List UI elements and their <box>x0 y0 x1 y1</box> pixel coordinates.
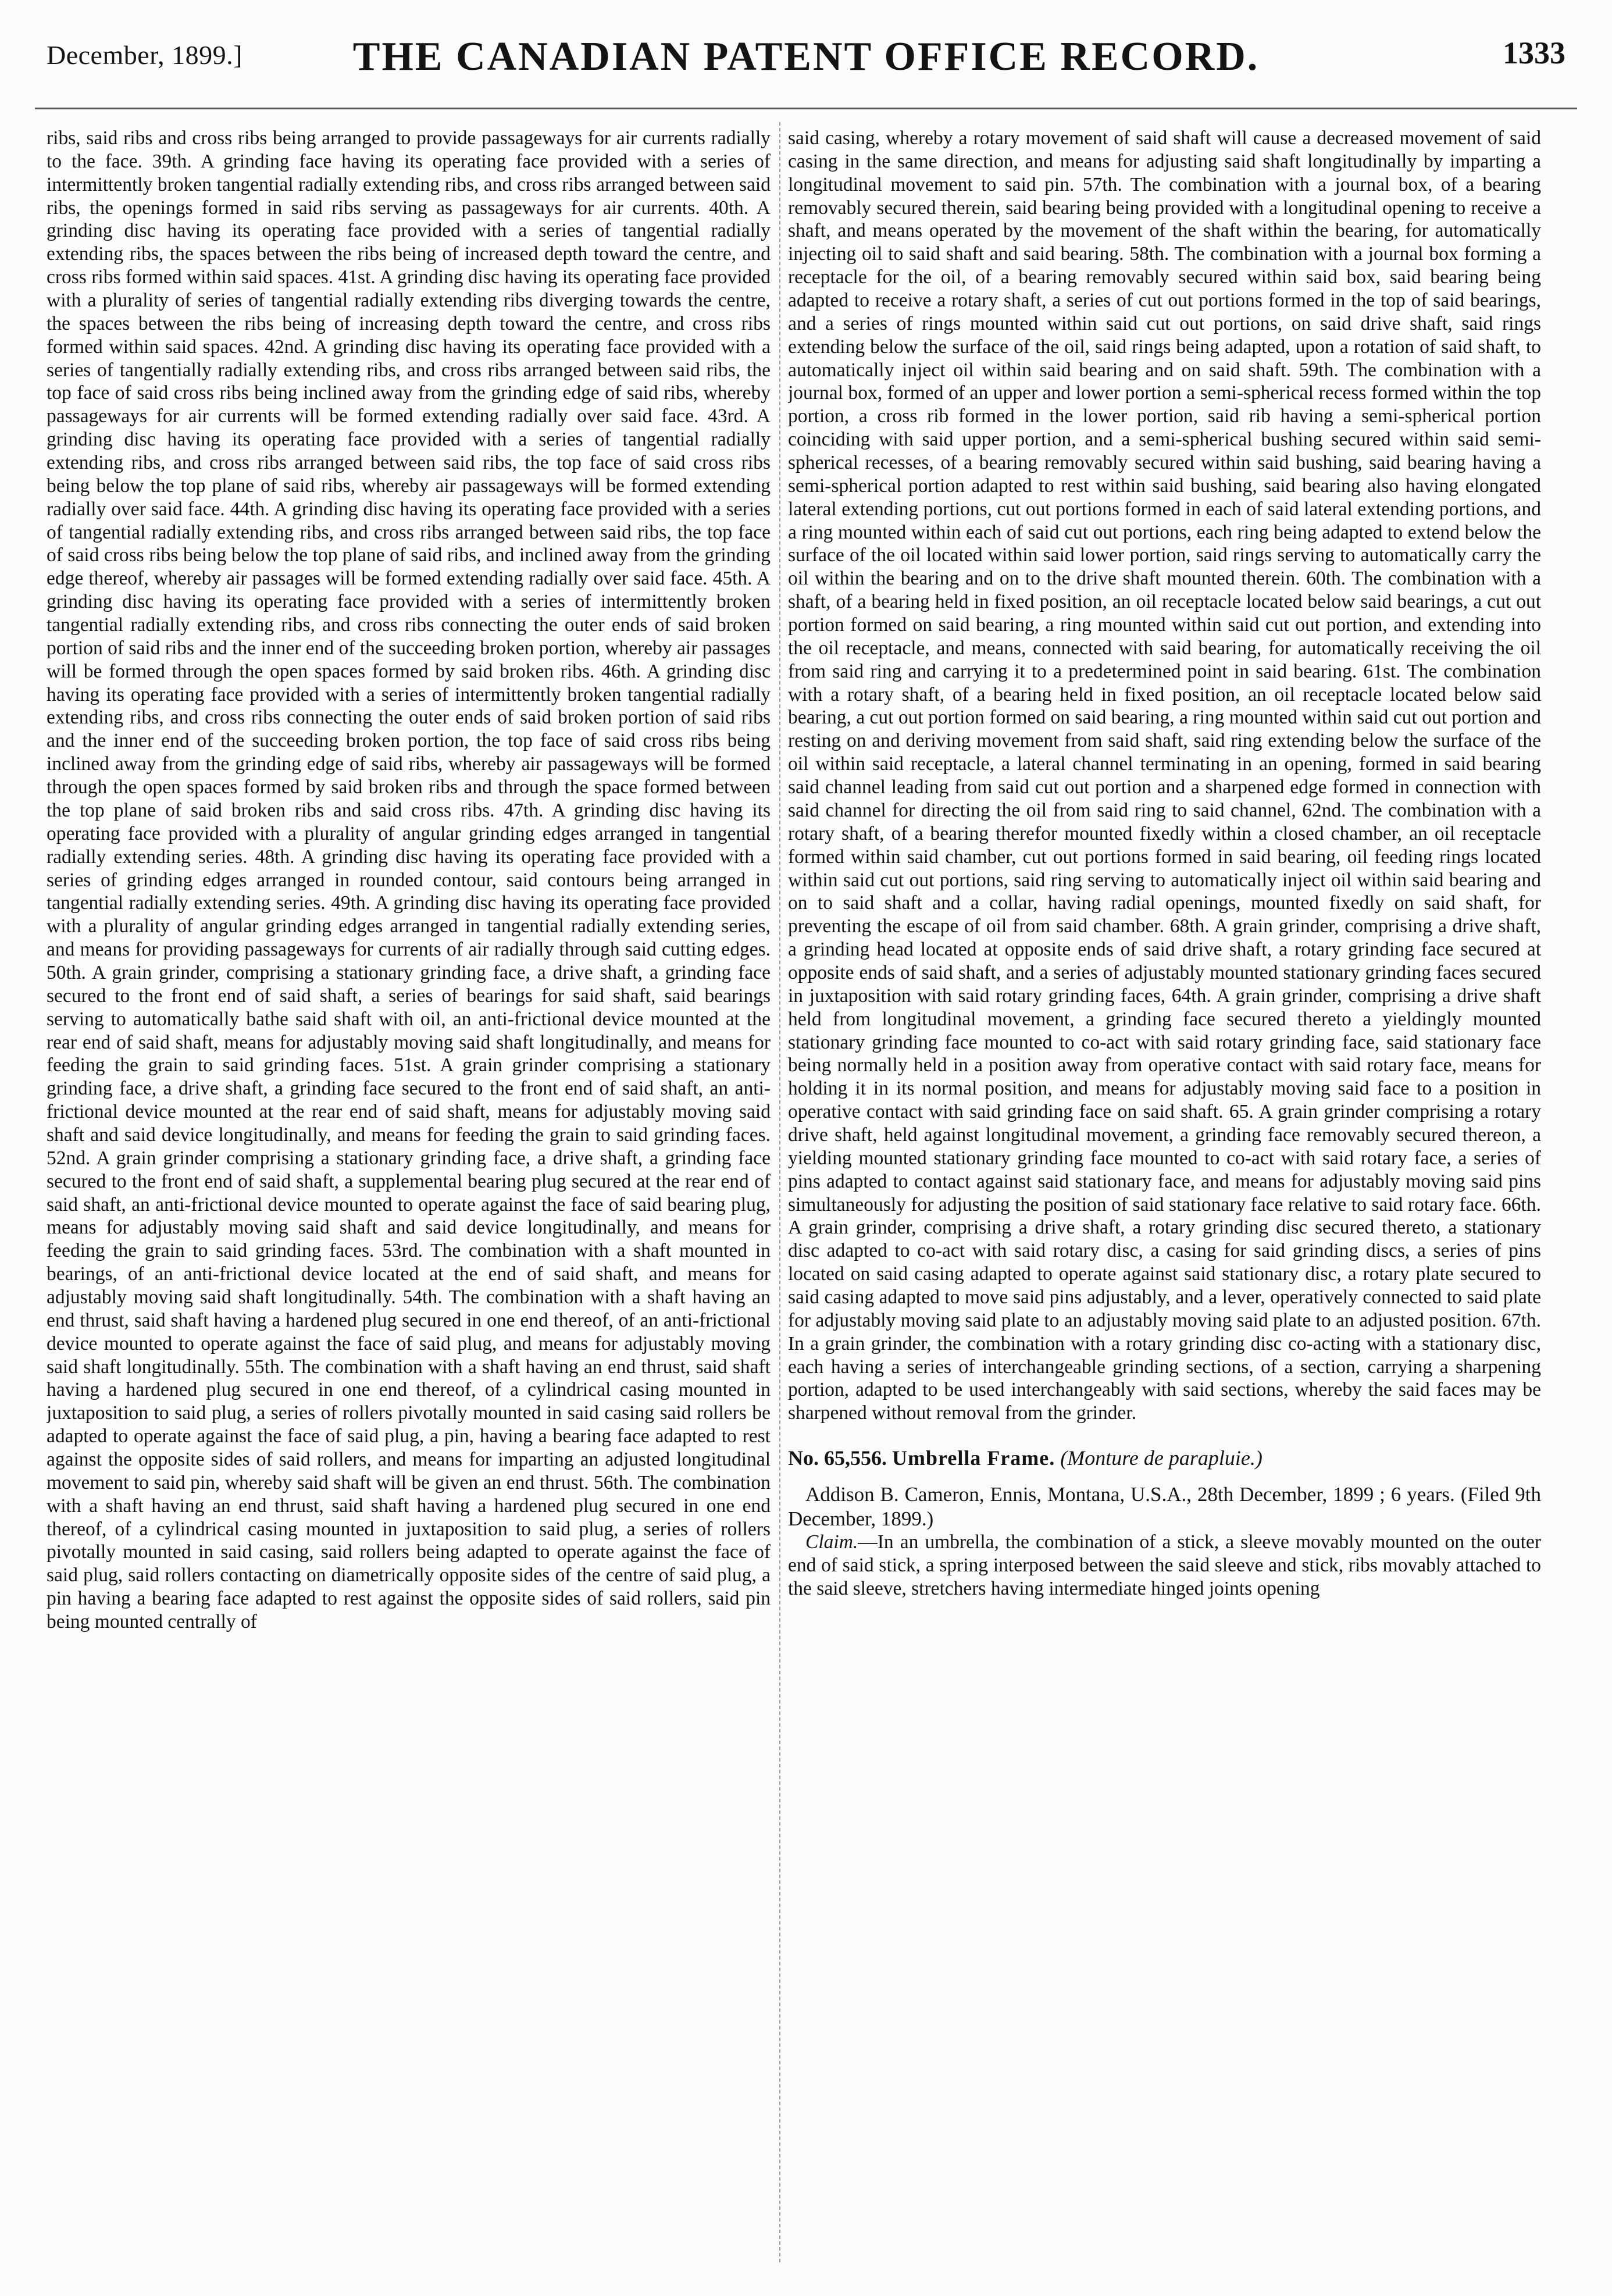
page-header <box>35 23 1577 110</box>
patent-entry-heading <box>788 1446 1541 1471</box>
patent-title: Umbrella Frame. <box>892 1446 1055 1470</box>
header-rule <box>35 108 1577 109</box>
right-column <box>788 127 1541 2273</box>
claim-text: —In an umbrella, the combination of a stick, a sleeve movably mounted on the outer end of said stick, a spring interposed between the said sleeve and stick, ribs movably attached to the said sleeve, stretchers having intermediate hinged joints opening <box>788 1531 1541 1599</box>
patent-number: No. 65,556. <box>788 1446 887 1470</box>
column-divider <box>779 122 780 2262</box>
left-column <box>47 127 771 2273</box>
publication-title: THE CANADIAN PATENT OFFICE RECORD. <box>352 34 1260 79</box>
issue-date: December, 1899.] <box>47 40 242 70</box>
left-column-text: ribs, said ribs and cross ribs being arranged to provide passageways for air currents radially to the face. 39th. A grinding face having its operating face provided with a series of intermittently broken tangential radially extending ribs, and cross ribs arranged between said ribs, the openings formed in said ribs serving as passageways for air currents. 40th. A grinding disc having its operating face provided with a series of tangential radially extending ribs, the spaces between the ribs being of increased depth toward the centre, and cross ribs formed within said spaces. 41st. A grinding disc having its operating face provided with a plurality of series of tangential radially extending ribs diverging towards the centre, the spaces between the ribs being of increasing depth toward the centre, and cross ribs formed within said spaces. 42nd. A grinding disc having its operating face provided with a series of tangentially radially extending ribs, and cross ribs arranged between said ribs, the top face of said cross ribs being inclined away from the grinding edge of said ribs, whereby passageways for air currents will be formed extending radially over said face. 43rd. A grinding disc having its operating face provided with a series of tangential radially extending ribs, and cross ribs arranged between said ribs, the top face of said cross ribs being below the top plane of said ribs, whereby air passageways will be formed extending radially over said face. 44th. A grinding disc having its operating face provided with a series of tangential radially extending ribs, and cross ribs arranged between said ribs, the top face of said cross ribs being below the top plane of said ribs, and inclined away from the grinding edge thereof, whereby air passages will be formed extending radially over said face. 45th. A grinding disc having its operating face provided with a series of intermittently broken tangential radially extending ribs, and cross ribs connecting the outer ends of said broken portion of said ribs and the inner end of the succeeding broken portion, whereby air passages will be formed through the open spaces formed by said broken ribs. 46th. A grinding disc having its operating face provided with a series of intermittently broken tangential radially extending ribs, and cross ribs connecting the outer ends of said broken portion of said ribs and the inner end of the succeeding broken portion, the top face of said cross ribs being inclined away from the grinding edge of said ribs, whereby air passageways will be formed through the open spaces formed by said broken ribs and through the space formed between the top plane of said broken ribs and said cross ribs. 47th. A grinding disc having its operating face provided with a plurality of angular grinding edges arranged in tangential radially extending series. 48th. A grinding disc having its operating face provided with a series of grinding edges arranged in rounded contour, said contours being arranged in tangential radially extending series. 49th. A grinding disc having its operating face provided with a plurality of angular grinding edges arranged in tangential radially extending series, and means for providing passageways for currents of air radially through said cutting edges. 50th. A grain grinder, comprising a stationary grinding face, a drive shaft, a grinding face secured to the front end of said shaft, a series of bearings for said shaft, said bearings serving to automatically bathe said shaft with oil, an anti-frictional device mounted at the rear end of said shaft, means for adjustably moving said shaft longitudinally, and means for feeding the grain to said grinding faces. 51st. A grain grinder comprising a stationary grinding face, a drive shaft, a grinding face secured to the front end of said shaft, an anti-frictional device mounted at the rear end of said shaft, means for adjustably moving said shaft and said device longitudinally, and means for feeding the grain to said grinding faces. 52nd. A grain grinder comprising a stationary grinding face, a drive shaft, a grinding face secured to the front end of said shaft, a supplemental bearing plug secured at the rear end of said shaft, an anti-frictional device mounted to operate against the face of said bearing plug, means for adjustably moving said shaft and said device longitudinally, and means for feeding the grain to said grinding faces. 53rd. The combination with a shaft mounted in bearings, of an anti-frictional device located at the end of said shaft, and means for adjustably moving said shaft longitudinally. 54th. The combination with a shaft having an end thrust, said shaft having a hardened plug secured in one end thereof, of an anti-frictional device mounted to operate against the face of said plug, and means for adjustably moving said shaft longitudinally. 55th. The combination with a shaft having an end thrust, said shaft having a hardened plug secured in one end thereof, of a cylindrical casing mounted in juxtaposition to said plug, a series of rollers pivotally mounted in said casing said rollers be adapted to operate against the face of said plug, a pin, having a bearing face adapted to rest against the opposite sides of said rollers, and means for imparting an adjusted longitudinal movement to said pin, whereby said shaft will be given an end thrust. 56th. The combination with a shaft having an end thrust, said shaft having a hardened plug secured in one end thereof, of a cylindrical casing mounted in juxtaposition to said plug, a series of rollers pivotally mounted in said casing, said rollers being adapted to operate against the face of said plug, said rollers contacting on diametrically opposite sides of the centre of said plug, a pin having a bearing face adapted to rest against the opposite sides of said rollers, said pin being mounted centrally of <box>47 127 771 1632</box>
claim-label: Claim. <box>805 1531 858 1553</box>
page-number: 1333 <box>1503 35 1565 70</box>
right-column-text: said casing, whereby a rotary movement of said shaft will cause a decreased movement of said casing in the same direction, and means for adjusting said shaft longitudinally by imparting a longitudinal movement to said pin. 57th. The combination with a journal box, of a bearing removably secured therein, said bearing being provided with a longitudinal opening to receive a shaft, and means operated by the movement of the shaft within the bearing, for automatically injecting oil to said shaft and said bearing. 58th. The combination with a journal box forming a receptacle for the oil, of a bearing removably secured within said box, said bearing being adapted to receive a rotary shaft, a series of cut out portions formed in the top of said bearings, and a series of rings mounted within said cut out portions, on said drive shaft, said rings extending below the surface of the oil, said rings being adapted, upon a rotation of said shaft, to automatically inject oil within said bearing and on said shaft. 59th. The combination with a journal box, formed of an upper and lower portion a semi-spherical recess formed within the top portion, a cross rib formed in the lower portion, said rib having a semi-spherical portion coinciding with said upper portion, and a semi-spherical bushing secured within said semi-spherical recesses, of a bearing removably secured within said bushing, said bearing having a semi-spherical portion adapted to rest within said bushing, said bearing also having elongated lateral extending portions, cut out portions formed in each of said lateral extending portions, and a ring mounted within each of said cut out portions, each ring being adapted to extend below the surface of the oil located within said lower portion, said rings serving to automatically carry the oil within the bearing and on to the drive shaft mounted therein. 60th. The combination with a shaft, of a bearing held in fixed position, an oil receptacle located below said bearings, a cut out portion formed on said bearing, a ring mounted within said cut out portion, and extending into the oil receptacle, and means, connected with said bearing, for automatically receiving the oil from said ring and carrying it to a predetermined point in said bearing. 61st. The combination with a rotary shaft, of a bearing held in fixed position, an oil receptacle located below said bearing, a cut out portion formed on said bearing, a ring mounted within said cut out portion and resting on and deriving movement from said shaft, said ring extending below the surface of the oil within said receptacle, a lateral channel terminating in an opening, formed in said bearing said channel leading from said cut out portion and a sharpened edge formed in connection with said channel for directing the oil from said ring to said channel, 62nd. The combination with a rotary shaft, of a bearing therefor mounted fixedly within a closed chamber, an oil receptacle formed within said chamber, cut out portions formed in said bearing, oil feeding rings located within said cut out portions, said ring serving to automatically inject oil within said bearing and on to said shaft and a collar, having radial openings, mounted fixedly on said shaft, for preventing the escape of oil from said chamber. 68th. A grain grinder, comprising a drive shaft, a grinding head located at opposite ends of said drive shaft, a rotary grinding face secured at opposite ends of said shaft, and a series of adjustably mounted stationary grinding faces secured in juxtaposition with said rotary grinding faces, 64th. A grain grinder, comprising a drive shaft held from longitudinal movement, a grinding face secured thereto a yieldingly mounted stationary grinding face mounted to co-act with said rotary grinding face, said stationary face being normally held in a position away from operative contact with said rotary face, means for holding it in its normal position, and means for adjustably moving said face to a position in operative contact with said grinding face on said shaft. 65. A grain grinder comprising a rotary drive shaft, held against longitudinal movement, a grinding face removably secured thereon, a yielding mounted stationary grinding face mounted to co-act with said rotary face, a series of pins adapted to contact against said stationary face, and means for adjustably moving said pins simultaneously for adjusting the position of said stationary face relative to said rotary face. 66th. A grain grinder, comprising a drive shaft, a rotary grinding disc secured thereto, a stationary disc adapted to co-act with said rotary disc, a casing for said grinding discs, a series of pins located on said casing adapted to operate against said stationary disc, a rotary plate secured to said casing adapted to move said pins adjustably, and a lever, operatively connected to said plate for adjustably moving said plate to an adjustably moving said plate to an adjusted position. 67th. In a grain grinder, the combination with a rotary grinding disc co-acting with a stationary disc, each having a series of interchangeable grinding sections, of a section, carrying a sharpening portion, adapted to be used interchangeably with said sections, whereby the said faces may be sharpened without removal from the grinder. <box>788 127 1541 1424</box>
patent-inventor: Addison B. Cameron, Ennis, Montana, U.S.A., 28th December, 1899 ; 6 years. (Filed 9th December, 1899.) <box>788 1482 1541 1530</box>
patent-french-title: (Monture de parapluie.) <box>1060 1446 1263 1470</box>
patent-claim <box>788 1531 1541 1600</box>
